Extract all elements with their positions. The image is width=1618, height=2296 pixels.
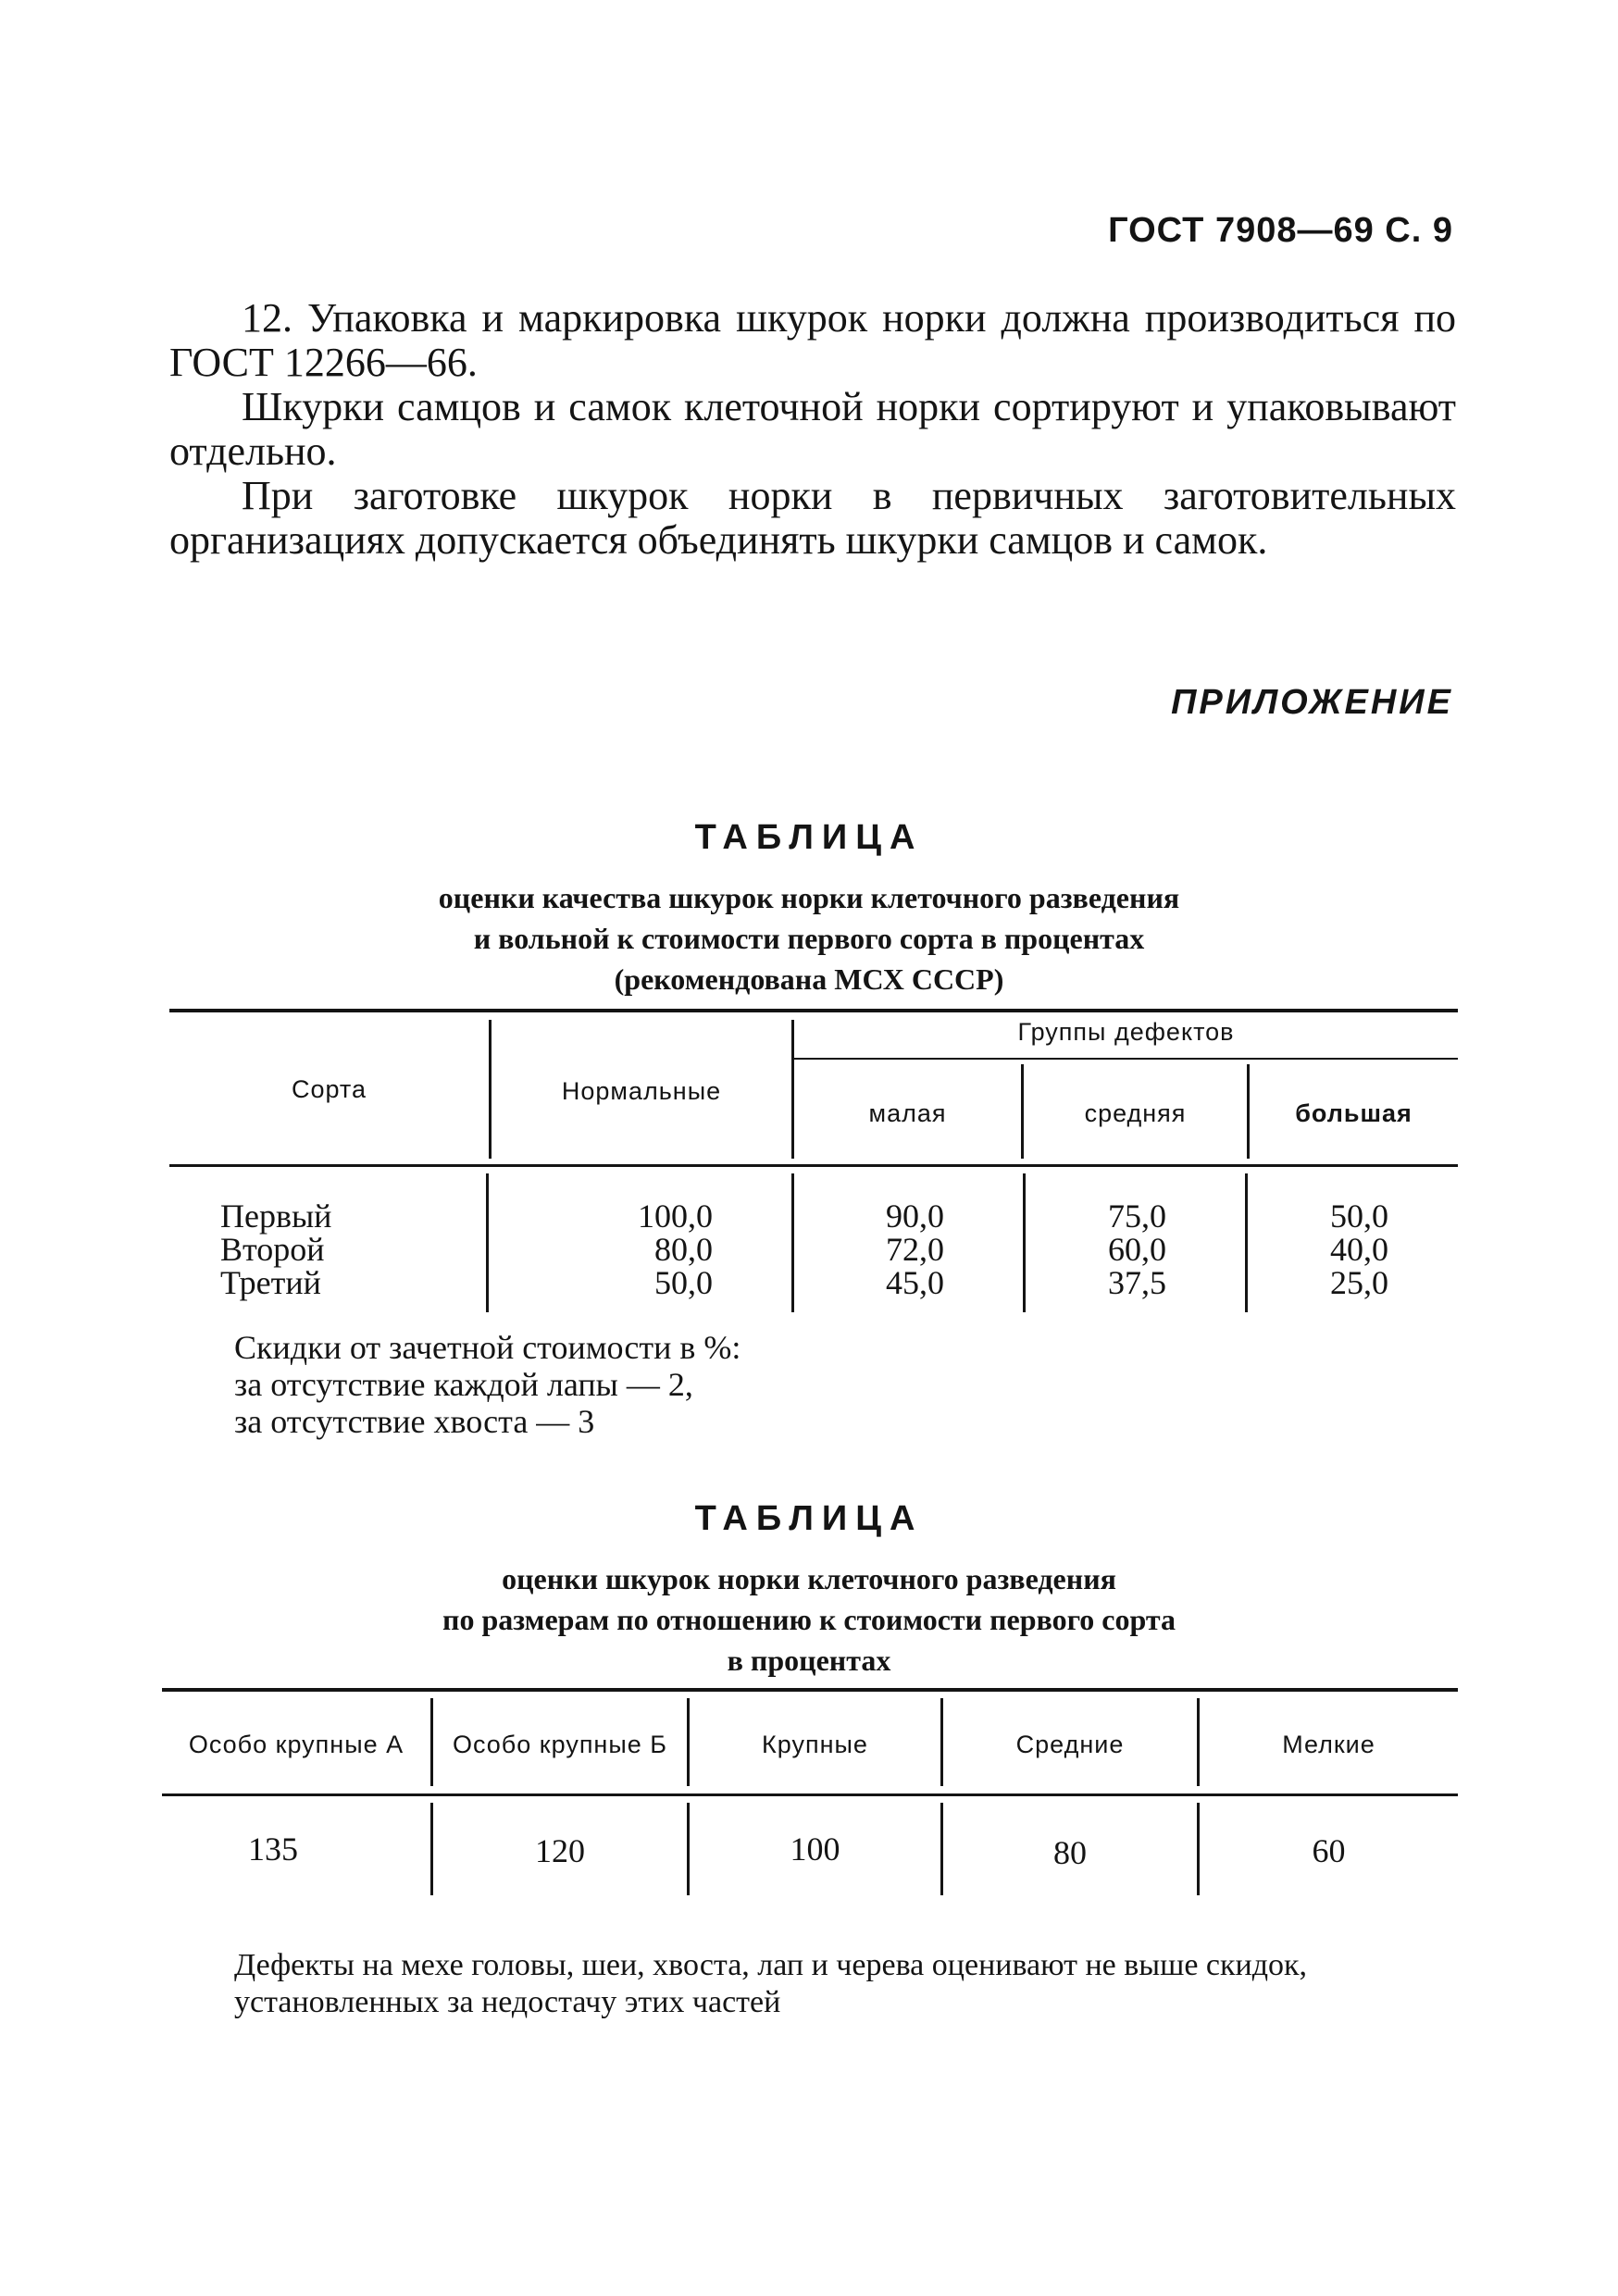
table2-top-rule bbox=[162, 1688, 1458, 1692]
table1-note-line: за отсутствие хвоста — 3 bbox=[234, 1403, 595, 1440]
table1-title: ТАБЛИЦА bbox=[694, 818, 924, 857]
table1-cell: 37,5 bbox=[1108, 1264, 1166, 1301]
table1-subtitle-line: (рекомендована МСХ СССР) bbox=[614, 962, 1004, 996]
table2-subtitle-line: по размерам по отношению к стоимости первого сорта bbox=[442, 1603, 1176, 1636]
table1-col-small bbox=[833, 1199, 944, 1299]
table1-cell: 90,0 bbox=[886, 1198, 944, 1235]
table2-header-cell: Крупные bbox=[762, 1731, 868, 1758]
table1-cell: 80,0 bbox=[654, 1231, 713, 1268]
table1-cell: Первый bbox=[220, 1198, 332, 1235]
table1-top-rule bbox=[169, 1009, 1458, 1012]
table2-header-rule bbox=[162, 1793, 1458, 1796]
table1-header-defect-groups: Группы дефектов bbox=[1017, 1018, 1235, 1046]
appendix-label: ПРИЛОЖЕНИЕ bbox=[1171, 683, 1453, 722]
table2-value-cell: 80 bbox=[1053, 1834, 1087, 1871]
table2-header-cell: Особо крупные Б bbox=[452, 1731, 667, 1758]
table2-value-cell: 60 bbox=[1312, 1832, 1346, 1869]
table2-value-cell: 100 bbox=[790, 1831, 840, 1868]
table1-cell: Третий bbox=[220, 1264, 321, 1301]
table1-header-medium: средняя bbox=[1084, 1099, 1187, 1127]
table1-subtitle bbox=[0, 877, 1618, 999]
table1-header-grade: Сорта bbox=[291, 1075, 367, 1103]
table1-vline bbox=[1023, 1173, 1026, 1312]
table1-vline bbox=[486, 1173, 489, 1312]
table1-vline bbox=[791, 1173, 794, 1312]
table1-note-line: за отсутствие каждой лапы — 2, bbox=[234, 1366, 693, 1403]
paragraph-procurement: При заготовке шкурок норки в первичных заготовительных организациях допускается объединять шкурки самцов и самок. bbox=[169, 473, 1456, 563]
table1-cell: 100,0 bbox=[638, 1198, 713, 1235]
table1-header-small: малая bbox=[868, 1099, 947, 1127]
table2-header-cell: Средние bbox=[1015, 1731, 1125, 1758]
table1-header-rule bbox=[169, 1164, 1458, 1167]
table1-cell: 50,0 bbox=[654, 1264, 713, 1301]
table1-col-large bbox=[1277, 1199, 1388, 1299]
table1-cell: 40,0 bbox=[1330, 1231, 1388, 1268]
running-header: ГОСТ 7908—69 С. 9 bbox=[1108, 211, 1453, 250]
table1-header-large: большая bbox=[1295, 1099, 1413, 1127]
table2-title: ТАБЛИЦА bbox=[694, 1499, 924, 1538]
table1-header-normal: Нормальные bbox=[561, 1077, 722, 1105]
table1-cell: 60,0 bbox=[1108, 1231, 1166, 1268]
table1-col-grade bbox=[220, 1199, 452, 1299]
table1-cell: 50,0 bbox=[1330, 1198, 1388, 1235]
paragraph-sorting: Шкурки самцов и самок клеточной норки сортируют и упаковывают отдельно. bbox=[169, 384, 1456, 474]
table1-cell: Второй bbox=[220, 1231, 325, 1268]
table1-cell: 72,0 bbox=[886, 1231, 944, 1268]
table1-note-line: Скидки от зачетной стоимости в %: bbox=[234, 1329, 741, 1366]
table1-cell: 25,0 bbox=[1330, 1264, 1388, 1301]
table2-subtitle bbox=[0, 1558, 1618, 1681]
table1-subtitle-line: и вольной к стоимости первого сорта в процентах bbox=[473, 922, 1145, 955]
table2-value-cell: 120 bbox=[535, 1832, 585, 1869]
table1-col-normal bbox=[574, 1199, 713, 1299]
paragraph-12: 12. Упаковка и маркировка шкурок норки должна производиться по ГОСТ 12266—66. bbox=[169, 295, 1456, 385]
table2-subtitle-line: в процентах bbox=[727, 1644, 891, 1677]
table1-subtitle-line: оценки качества шкурок норки клеточного разведения bbox=[438, 881, 1180, 914]
table1-subheader-rule bbox=[793, 1058, 1458, 1060]
table1-notes bbox=[234, 1329, 741, 1440]
table1-cell: 75,0 bbox=[1108, 1198, 1166, 1235]
table1-col-medium bbox=[1055, 1199, 1166, 1299]
table1-cell: 45,0 bbox=[886, 1264, 944, 1301]
table2-header-cell: Мелкие bbox=[1282, 1731, 1375, 1758]
table2-value-cell: 135 bbox=[248, 1831, 298, 1868]
table1-vline bbox=[1245, 1173, 1248, 1312]
table2-subtitle-line: оценки шкурок норки клеточного разведения bbox=[502, 1562, 1116, 1595]
table2-header-cell: Особо крупные А bbox=[188, 1731, 404, 1758]
footnote: Дефекты на мехе головы, шеи, хвоста, лап и черева оценивают не выше скидок, установленных за недостачу этих частей bbox=[234, 1948, 1308, 2019]
